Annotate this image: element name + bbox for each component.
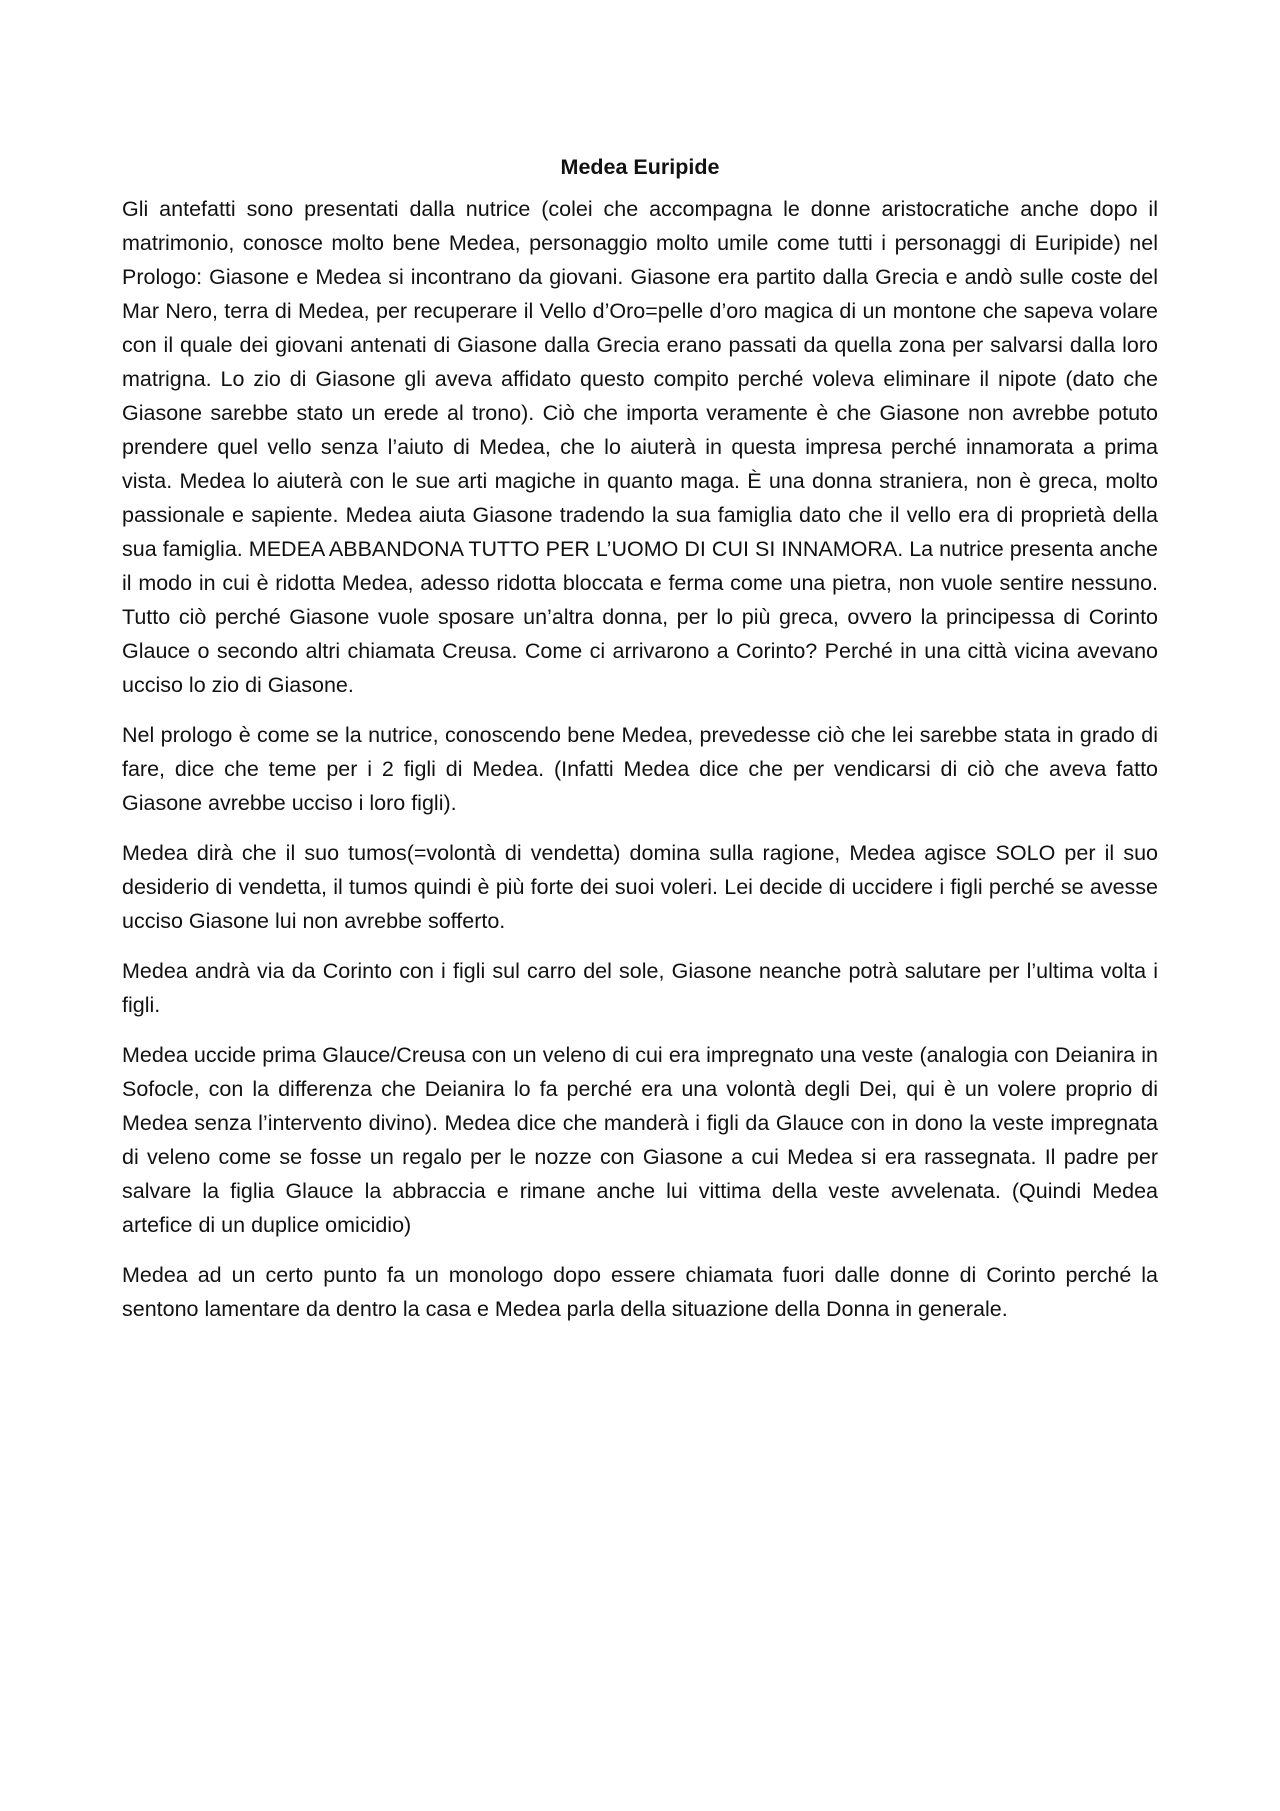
paragraph-monologo: Medea ad un certo punto fa un monologo dopo essere chiamata fuori dalle donne di Corinto perché la sentono lamentare da dentro la casa e Medea parla della situazione della Donna in generale. — [122, 1263, 1158, 1321]
paragraph-tumos: Medea dirà che il suo tumos(=volontà di vendetta) domina sulla ragione, Medea agisce SOLO per il suo desiderio di vendetta, il tumos quindi è più forte dei suoi voleri. Lei decide di uccidere i figli perché se avesse ucciso Giasone lui non avrebbe sofferto. — [122, 841, 1158, 933]
paragraph-prologo: Nel prologo è come se la nutrice, conoscendo bene Medea, prevedesse ciò che lei sarebbe stata in grado di fare, dice che teme per i 2 figli di Medea. (Infatti Medea dice che per vendicarsi di ciò che aveva fatto Giasone avrebbe ucciso i loro figli). — [122, 723, 1158, 815]
paragraph-antefatti: Gli antefatti sono presentati dalla nutrice (colei che accompagna le donne aristocratiche anche dopo il matrimonio, conosce molto bene Medea, personaggio molto umile come tutti i personaggi di Euripide) nel Prologo: Giasone e Medea si incontrano da giovani. Giasone era partito dalla Grecia e andò sulle coste del Mar Nero, terra di Medea, per recuperare il Vello d’Oro=pelle d’oro magica di un montone che sapeva volare con il quale dei giovani antenati di Giasone dalla Grecia erano passati da quella zona per salvarsi dalla loro matrigna. Lo zio di Giasone gli aveva affidato questo compito perché voleva eliminare il nipote (dato che Giasone sarebbe stato un erede al trono). Ciò che importa veramente è che Giasone non avrebbe potuto prendere quel vello senza l’aiuto di Medea, che lo aiuterà in questa impresa perché innamorata a prima vista. Medea lo aiuterà con le sue arti magiche in quanto maga. È una donna straniera, non è greca, molto passionale e sapiente. Medea aiuta Giasone tradendo la sua famiglia dato che il vello era di proprietà della sua famiglia. MEDEA ABBANDONA TUTTO PER L’UOMO DI CUI SI INNAMORA. La nutrice presenta anche il modo in cui è ridotta Medea, adesso ridotta bloccata e ferma come una pietra, non vuole sentire nessuno. Tutto ciò perché Giasone vuole sposare un’altra donna, per lo più greca, ovvero la principessa di Corinto Glauce o secondo altri chiamata Creusa. Come ci arrivarono a Corinto? Perché in una città vicina avevano ucciso lo zio di Giasone. — [122, 197, 1158, 697]
paragraph-glauce: Medea uccide prima Glauce/Creusa con un veleno di cui era impregnato una veste (analogia con Deianira in Sofocle, con la differenza che Deianira lo fa perché era una volontà degli Dei, qui è un volere proprio di Medea senza l’intervento divino). Medea dice che manderà i figli da Glauce con in dono la veste impregnata di veleno come se fosse un regalo per le nozze con Giasone a cui Medea si era rassegnata. Il padre per salvare la figlia Glauce la abbraccia e rimane anche lui vittima della veste avvelenata. (Quindi Medea artefice di un duplice omicidio) — [122, 1043, 1158, 1237]
document-body — [122, 150, 1158, 1342]
paragraph-carro-del-sole: Medea andrà via da Corinto con i figli sul carro del sole, Giasone neanche potrà salutare per l’ultima volta i figli. — [122, 959, 1158, 1017]
document-title: Medea Euripide — [560, 155, 720, 179]
